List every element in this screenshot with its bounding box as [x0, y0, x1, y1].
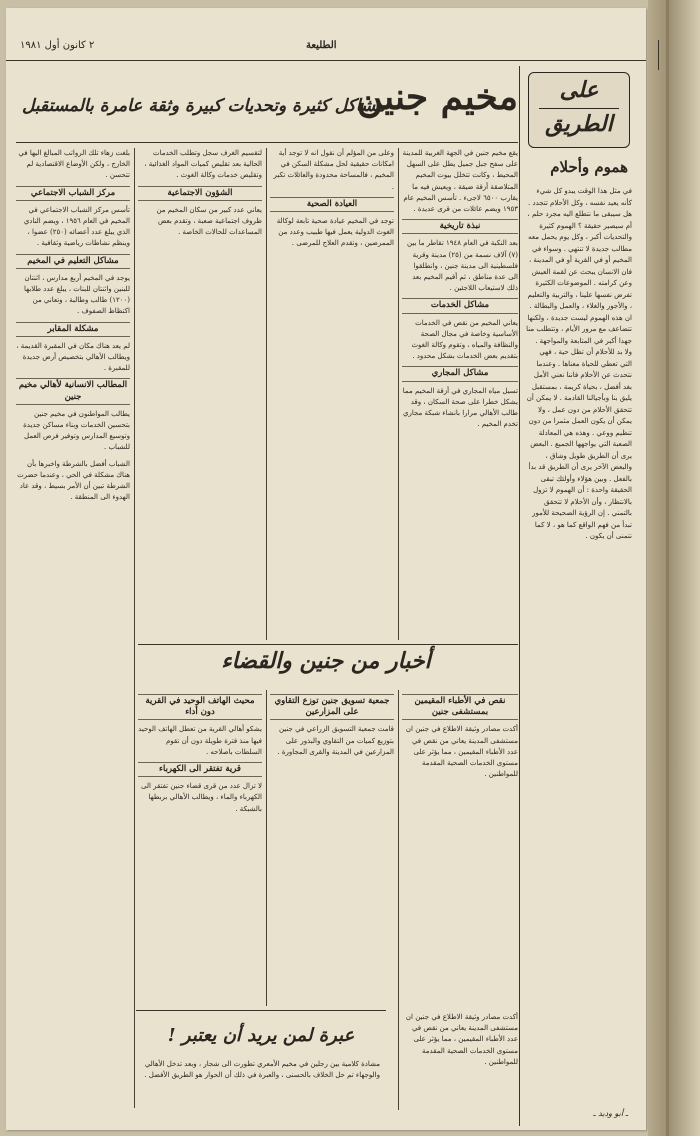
section-title: مشاكل التعليم في المخيم: [16, 254, 130, 269]
section-body: لم يعد هناك مكان في المقبرة القديمة ، ويطالب الأهالي بتخصيص أرض جديدة للمقبرة .: [16, 341, 130, 373]
bottom-box: [136, 1010, 386, 1121]
news-item-body: أكدت مصادر وثيقة الاطلاع في جنين ان مستشفى المدينة يعاني من نقص في عدد الأطباء المقيمين ، مما يؤثر على مستوى الخدمات الصحية المقدمة للمواطنين .: [405, 725, 518, 779]
section-body: توجد في المخيم عيادة صحية تابعة لوكالة الغوث الدولية يعمل فيها طبيب وعدد من الممرضين ، وتقدم العلاج للمرضى .: [276, 217, 394, 248]
news-item-title: محيث الهاتف الوحيد في القرية دون أداء: [138, 694, 262, 720]
intro-paragraph-4: بلغت زهاء تلك الرواتب المبالغ اليها في الخارج ، ولكن الأوضاع الاقتصادية لم تتحسن .: [18, 149, 130, 180]
news-heading: أخبار من جنين والقضاء: [221, 648, 431, 674]
section-body: بعد النكبة في العام ١٩٤٨ تقاطر ما بين (٧) آلاف نسمة من (٢٥) مدينة وقرية فلسطينية الى مدينة جنين ، وانطلقوا الى عدة مناطق ، ثم أقيم المخيم بعد ذلك لاستيعاب اللاجئين .: [407, 239, 518, 293]
headline-main: مخيم جنين: [356, 76, 518, 118]
section-title: مركز الشباب الاجتماعي: [16, 186, 130, 201]
news-item-body-extra: أكدت مصادر وثيقة الاطلاع في جنين ان مستشفى المدينة يعاني من نقص في عدد الأطباء المقيمين ، مما يؤثر على مستوى الخدمات الصحية المقدمة للمواطنين .: [405, 1013, 518, 1066]
sidebar-signature: ـ أبو وديد ـ: [593, 1109, 628, 1118]
news-item-title: قرية تفتقر الى الكهرباء: [138, 762, 262, 777]
section-body: تسيل مياه المجاري في أزقة المخيم مما يشكل خطرا على صحة السكان ، وقد طالب الأهالي مرارا بانشاء شبكة مجاري تخدم المخيم .: [402, 386, 518, 429]
section-body: يوجد في المخيم أربع مدارس ، اثنتان للبنين واثنتان للبنات ، يبلغ عدد طلابها (١٢٠٠) طالب وطالبة ، وتعاني من اكتظاظ الصفوف .: [23, 273, 130, 316]
news-column-2: [270, 690, 394, 1006]
news-column-4: [402, 1012, 518, 1122]
section-title: الشباب أفضل بالشرطة واخبرها بأن هناك مشكلة في الحي ، وعندما حضرت الشرطة تبين أن الأمر بسيط ، وقد عاد الهدوء الى المنطقة .: [17, 459, 130, 502]
section-title: العيادة الصحية: [270, 197, 394, 212]
section-title: مشاكل الخدمات: [402, 298, 518, 313]
news-item-title: جمعية تسويق جنين توزع التقاوي على المزارعين: [270, 694, 394, 720]
section-title: نبذة تاريخية: [402, 219, 518, 234]
sidebar-title: هموم وأحلام: [550, 158, 628, 176]
article-column-2: [270, 148, 394, 640]
section-title: الشؤون الاجتماعية: [138, 186, 262, 201]
section-body: يعاني عدد كبير من سكان المخيم من ظروف اجتماعية صعبة ، وتقدم بعض المساعدات للحالات الخاصة .: [156, 205, 262, 237]
news-item-body: يشكو أهالي القرية من تعطل الهاتف الوحيد فيها منذ فترة طويلة دون أن تقوم السلطات باصلاحه .: [138, 725, 262, 756]
column-logo-top: على: [559, 77, 599, 103]
news-item-body: لا تزال عدد من قرى قضاء جنين تفتقر الى الكهرباء والماء ، ويطالب الأهالي بربطها بالشبكة .: [140, 782, 262, 813]
column-logo: [528, 72, 630, 148]
section-body: تأسس مركز الشباب الاجتماعي في المخيم في العام ١٩٥٦ ، ويضم النادي الذي يبلغ عدد أعضائه (٢٥٠) عضوا ، وينظم نشاطات رياضية وثقافية .: [23, 205, 130, 248]
news-column-3: [138, 690, 262, 1006]
intro-paragraph-1: يقع مخيم جنين في الجهة الغربية للمدينة على سفح جبل جميل يطل على السهل المحيط ، وكانت تتخلل بيوت المخيم المتلاصقة أزقة ضيقة ، ويعيش فيه ما يقارب ٦٥٠٠ لاجىء . تأسس المخيم عام ١٩٥٣ ويضم عائلات من قرى عديدة .: [402, 149, 518, 214]
paper-name: الطليعة: [306, 40, 337, 51]
sidebar-column: [519, 66, 638, 1126]
section-title: المطالب الانسانية لأهالي مخيم جنين: [16, 378, 130, 404]
article-column-3: [138, 148, 262, 640]
headline-block: [22, 76, 518, 138]
issue-date: ٢ كانون أول ١٩٨١: [20, 40, 95, 51]
section-body: يطالب المواطنون في مخيم جنين بتحسين الخدمات وبناء مساكن جديدة وتوسيع المدارس وتوفير فرص العمل للشباب .: [23, 409, 130, 452]
article-column-4: [16, 148, 130, 1108]
intro-paragraph-3: لتقسيم الغرف سجل وتطلب الخدمات الحالية بعد تقليص كميات المواد الغذائية ، وتقليص خدمات وكالة الغوث .: [144, 149, 262, 180]
news-item-title: نقص في الأطباء المقيمين بمستشفى جنين: [402, 694, 518, 720]
section-title: مشاكل المجاري: [402, 366, 518, 381]
article-column-1: [402, 148, 518, 640]
section-body: يعاني المخيم من نقص في الخدمات الأساسية وخاصة في مجال الصحة والنظافة والمياه ، وتقوم وكالة الغوث بتقديم بعض الخدمات بشكل محدود .: [411, 318, 518, 361]
news-item-body: قامت جمعية التسويق الزراعي في جنين بتوزيع كميات من التقاوي والبذور على المزارعين في المدينة والقرى المجاورة .: [277, 725, 394, 756]
column-logo-bottom: الطريق: [545, 111, 613, 137]
bottom-body: مشادة كلامية بين رجلين في مخيم الأمعري تطورت الى شجار ، وبعد تدخل الأهالي والوجهاء تم حل الخلاف بالحسنى ، والعبرة في ذلك أن الحوار هو الطريق الأفضل .: [144, 1060, 380, 1079]
news-column-1: [402, 690, 518, 1006]
intro-paragraph-2: وعلى من المؤلم أن نقول انه لا توجد أية امكانات حقيقية لحل مشكلة السكن في المخيم ، فالمساحة محدودة والعائلات تكبر .: [273, 149, 394, 191]
section-title: مشكلة المقابر: [16, 322, 130, 337]
bottom-heading: عبرة لمن يريد أن يعتبر !: [167, 1025, 355, 1046]
page-edge: [648, 0, 700, 1136]
sidebar-body: في مثل هذا الوقت يبدو كل شيء كأنه يعيد نفسه ، وكل الأحلام تتجدد . هل سيبقى ما نتطلع اليه مجرد حلم ، أم سيصير حقيقة ؟ الهموم كثيرة والتحديات أكبر ، وكل يوم يحمل معه مطالب جديدة لا تنتهي . وسواء في المخيم أو في القرية أو في المدينة ، فان الانسان يبحث عن لقمة العيش وعن كرامته . الموضوعات الكثيرة تفرض نفسها علينا ، والتربية والتعليم ، والأجور والغلاء ، والعمل والبطالة . ان هذه الهموم ليست جديدة ، ولكنها تتضاعف مع مرور الأيام ، وتتطلب منا جهدا أكبر في المتابعة والمواجهة . ولا بد للأحلام أن تظل حية ، فهي التي تعطي للحياة معناها . وعندما نتحدث عن الأحلام فاننا نعني الأمل بغد أفضل ، بحياة كريمة ، بمستقبل يليق بنا وبأجيالنا القادمة . لا يمكن أن تتحقق الأحلام من دون عمل ، ولا يمكن أن يكون العمل مثمرا من دون تنظيم ووعي . وهذه هي المعادلة الصعبة التي يواجهها الجميع . البعض يرى أن الطريق طويل وشاق ، والبعض الآخر يرى أن الطريق قد بدأ بالفعل . وبين هؤلاء وأولئك تبقى الحقيقة واحدة : أن الهموم لا تزول بالانتظار ، وأن الأحلام لا تتحقق بالتمني . إن الرؤية الصحيحة للأمور تبدأ من فهم الواقع كما هو ، لا كما نتمنى أن يكون .: [526, 187, 632, 540]
masthead-bar: [6, 38, 646, 61]
newspaper-page: [6, 8, 646, 1130]
headline-sub: مشاكل كثيرة وتحديات كبيرة وثقة عامرة بالمستقبل: [22, 96, 386, 116]
